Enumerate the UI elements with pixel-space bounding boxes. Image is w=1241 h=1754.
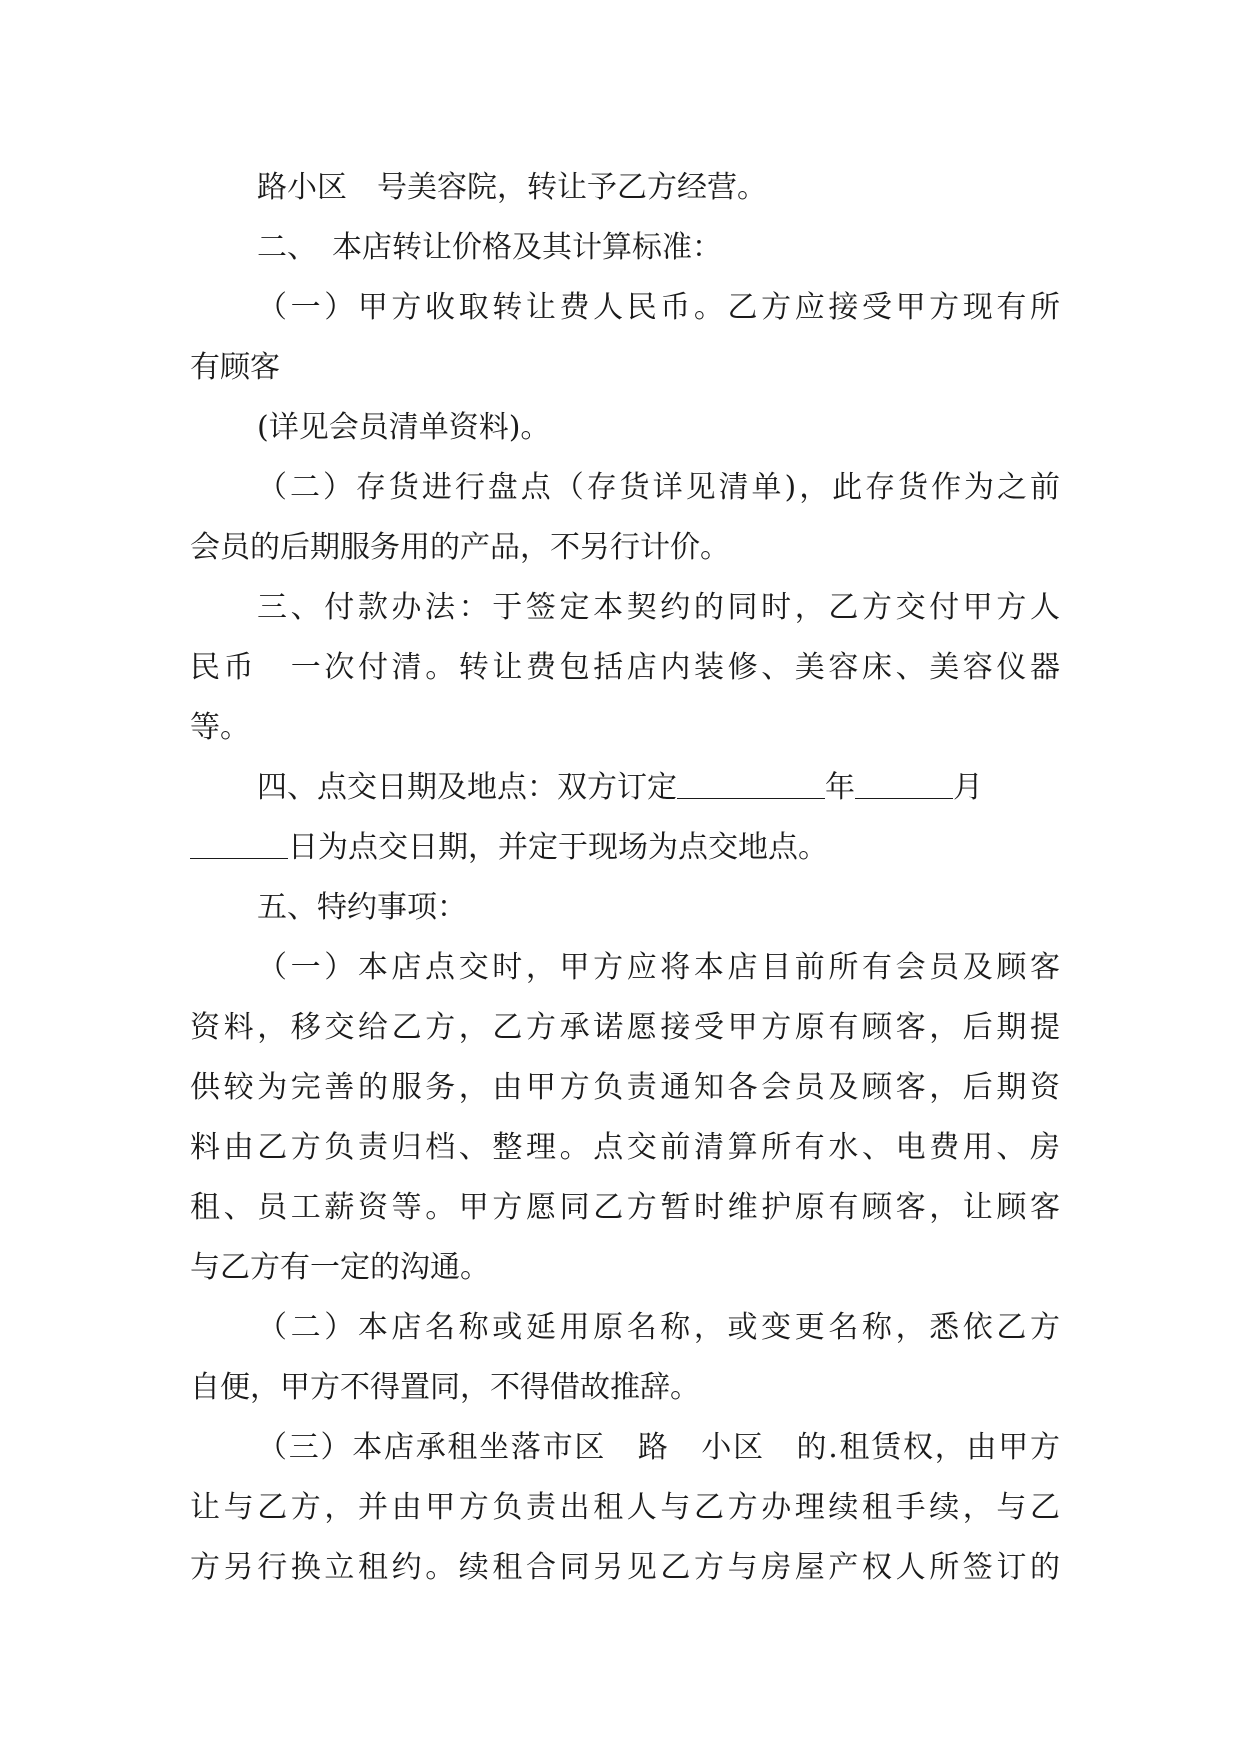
date-clause-line-2 xyxy=(190,818,1060,878)
paragraph-line: 方另行换立租约。续租合同另见乙方与房屋产权人所签订的 xyxy=(190,1550,1060,1585)
section-heading-5: 五、特约事项： xyxy=(257,890,467,925)
paragraph-line: （二）存货进行盘点（存货详见清单)，此存货作为之前 xyxy=(257,470,1060,505)
section-heading-3: 三、付款办法：于签定本契约的同时，乙方交付甲方人 xyxy=(257,590,1060,625)
year-label: 年 xyxy=(825,770,855,805)
paragraph-line: 路小区 号美容院，转让予乙方经营。 xyxy=(257,170,767,205)
year-blank xyxy=(677,764,825,799)
paragraph-line: （二）本店名称或延用原名称，或变更名称，悉依乙方 xyxy=(257,1310,1060,1345)
paragraph-line: 租、员工薪资等。甲方愿同乙方暂时维护原有顾客，让顾客 xyxy=(190,1190,1060,1225)
paragraph-line: 供较为完善的服务，由甲方负责通知各会员及顾客，后期资 xyxy=(190,1070,1060,1105)
section-heading-2: 二、 本店转让价格及其计算标准： xyxy=(257,230,722,265)
day-blank xyxy=(190,824,288,859)
date-clause-suffix: 日为点交日期，并定于现场为点交地点。 xyxy=(288,830,828,865)
paragraph-line: 有顾客 xyxy=(190,350,280,385)
paragraph-line: 等。 xyxy=(190,710,250,745)
paragraph-line: （一）本店点交时，甲方应将本店目前所有会员及顾客 xyxy=(257,950,1060,985)
paragraph-line: 资料，移交给乙方，乙方承诺愿接受甲方原有顾客，后期提 xyxy=(190,1010,1060,1045)
paragraph-line: 让与乙方，并由甲方负责出租人与乙方办理续租手续，与乙 xyxy=(190,1490,1060,1525)
date-clause-line-1 xyxy=(190,758,1060,818)
paragraph-line: 民币 一次付清。转让费包括店内装修、美容床、美容仪器 xyxy=(190,650,1060,685)
month-label: 月 xyxy=(953,770,983,805)
paragraph-line: 会员的后期服务用的产品，不另行计价。 xyxy=(190,530,730,565)
month-blank xyxy=(855,764,953,799)
date-clause-prefix: 四、点交日期及地点：双方订定 xyxy=(257,770,677,805)
paragraph-line: 料由乙方负责归档、整理。点交前清算所有水、电费用、房 xyxy=(190,1130,1060,1165)
paragraph-line: 自便，甲方不得置同，不得借故推辞。 xyxy=(190,1370,700,1405)
paragraph-line: (详见会员清单资料)。 xyxy=(257,410,551,445)
paragraph-line: 与乙方有一定的沟通。 xyxy=(190,1250,490,1285)
paragraph-line: （一）甲方收取转让费人民币。乙方应接受甲方现有所 xyxy=(257,290,1060,325)
document-body xyxy=(190,158,1060,1598)
paragraph-line: （三）本店承租坐落市区 路 小区 的.租赁权，由甲方 xyxy=(257,1430,1060,1465)
